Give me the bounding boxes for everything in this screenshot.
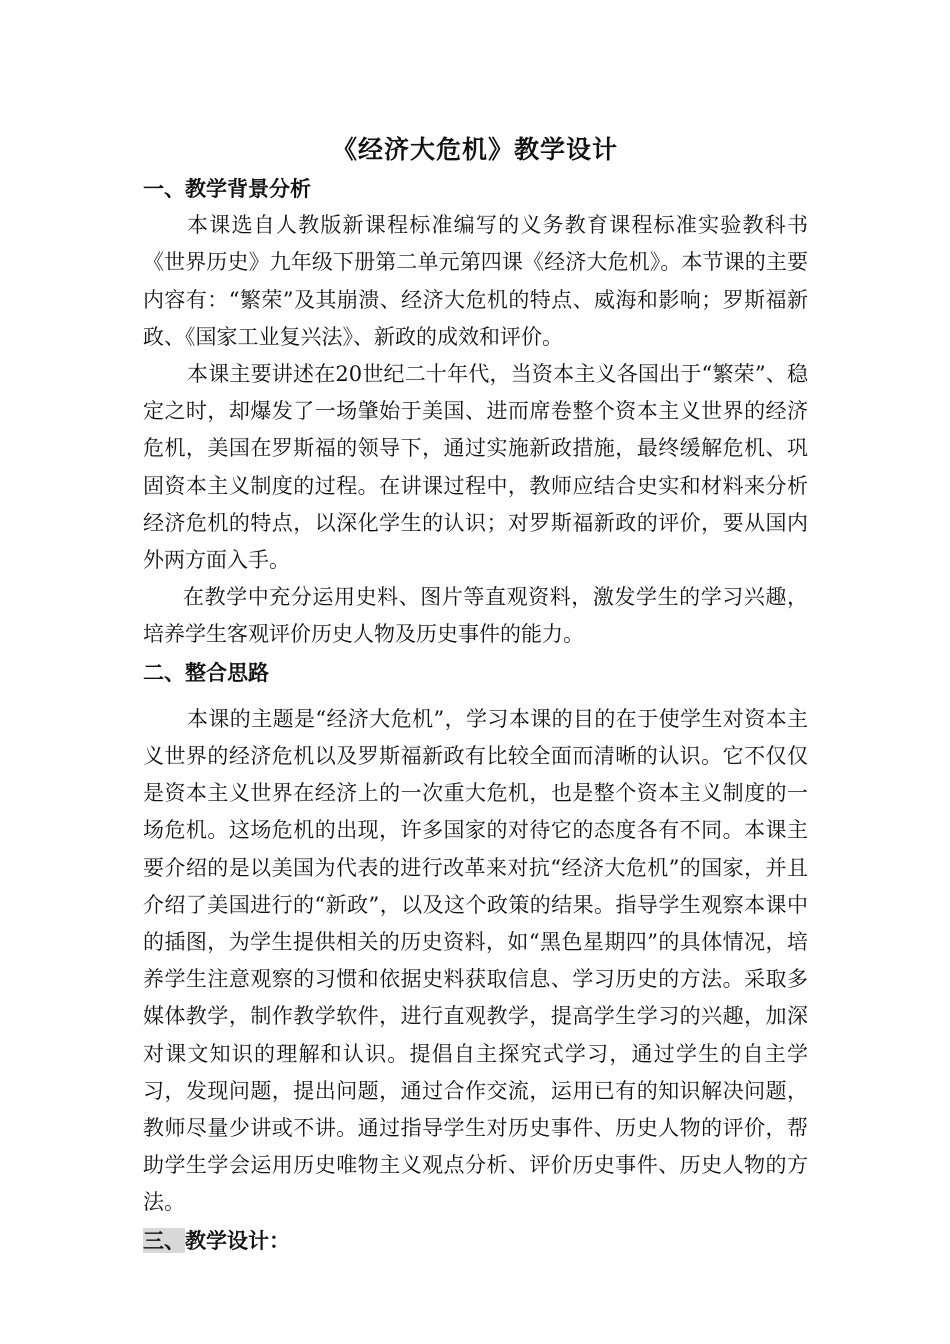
paragraph-background-1: 本课选自人教版新课程标准编写的义务教育课程标准实验教科书《世界历史》九年级下册第二单元第四课《经济大危机》。本节课的主要内容有：“繁荣”及其崩溃、经济大危机的特点、威海和影响；罗斯福新政、《国家工业复兴法》、新政的成效和评价。	[143, 213, 808, 349]
paragraph-background-2: 本课主要讲述在20世纪二十年代，当资本主义各国出于“繁荣”、稳定之时，却爆发了一场肇始于美国、进而席卷整个资本主义世界的经济危机，美国在罗斯福的领导下，通过实施新政措施，最终缓解危机、巩固资本主义制度的过程。在讲课过程中，教师应结合史实和材料来分析经济危机的特点，以深化学生的认识；对罗斯福新政的评价，要从国内外两方面入手。	[143, 362, 808, 573]
spacer	[143, 691, 808, 701]
document-title: 《经济大危机》教学设计	[331, 135, 618, 164]
highlighted-heading-marker: 三、	[143, 1227, 185, 1253]
section-heading-design-text: 教学设计：	[185, 1227, 290, 1253]
section-heading-background: 一、教学背景分析	[143, 176, 311, 201]
section-heading-integration: 二、整合思路	[143, 659, 269, 685]
section-heading-design	[143, 1222, 808, 1259]
paragraph-integration-1: 本课的主题是“经济大危机”，学习本课的目的在于使学生对资本主义世界的经济危机以及罗斯福新政有比较全面而清晰的认识。它不仅仅是资本主义世界在经济上的一次重大危机，也是整个资本主义制度的一场危机。这场危机的出现，许多国家的对待它的态度各有不同。本课主要介绍的是以美国为代表的进行改革来对抗“经济大危机”的国家，并且介绍了美国进行的“新政”，以及这个政策的结果。指导学生观察本课中的插图，为学生提供相关的历史资料，如“黑色星期四”的具体情况，培养学生注意观察的习惯和依据史料获取信息、学习历史的方法。采取多媒体教学，制作教学软件，进行直观教学，提高学生学习的兴趣，加深对课文知识的理解和认识。提倡自主探究式学习，通过学生的自主学习，发现问题，提出问题，通过合作交流，运用已有的知识解决问题，教师尽量少讲或不讲。通过指导学生对历史事件、历史人物的评价，帮助学生学会运用历史唯物主义观点分析、评价历史事件、历史人物的方法。	[143, 706, 808, 1215]
paragraph-background-3: 在教学中充分运用史料、图片等直观资料，激发学生的学习兴趣，培养学生客观评价历史人物及历史事件的能力。	[143, 585, 808, 647]
document-body	[143, 170, 808, 1259]
